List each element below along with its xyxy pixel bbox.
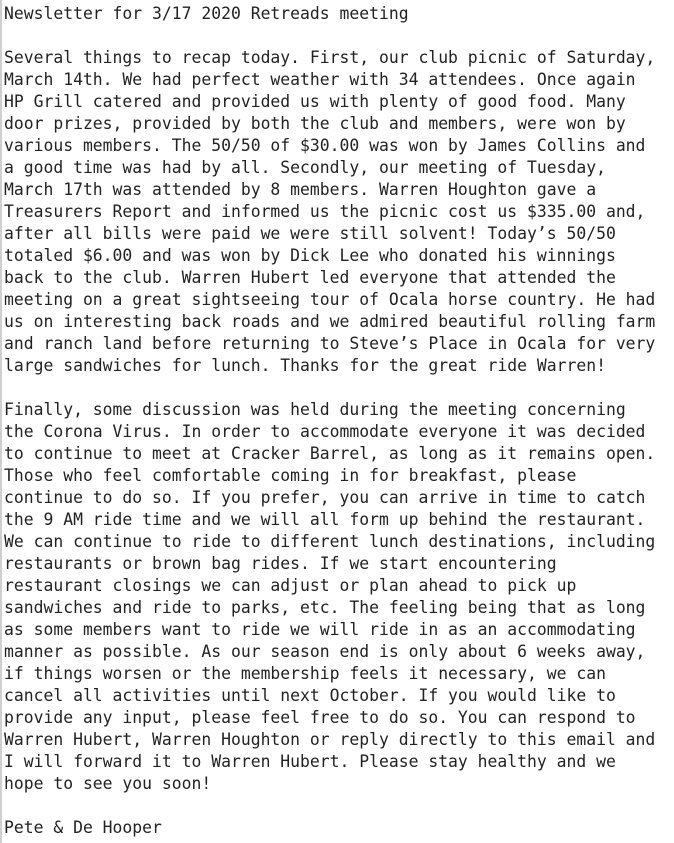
paragraph-line: Warren Hubert, Warren Houghton or reply directly to this email and bbox=[4, 730, 656, 749]
paragraph-line: provide any input, please feel free to do so. You can respond to bbox=[4, 708, 636, 727]
blank-line bbox=[4, 25, 674, 47]
signature: Pete & De Hooper bbox=[4, 818, 162, 837]
paragraph-line: restaurants or brown bag rides. If we start encountering bbox=[4, 554, 557, 573]
paragraph-line: sandwiches and ride to parks, etc. The feeling being that as long bbox=[4, 598, 646, 617]
paragraph-line: hope to see you soon! bbox=[4, 774, 212, 793]
paragraph-line: manner as possible. As our season end is only about 6 weeks away, bbox=[4, 642, 646, 661]
paragraph-line: back to the club. Warren Hubert led everyone that attended the bbox=[4, 268, 616, 287]
paragraph-line: meeting on a great sightseeing tour of Ocala horse country. He had bbox=[4, 290, 656, 309]
paragraph-line: us on interesting back roads and we admired beautiful rolling farm bbox=[4, 312, 656, 331]
blank-line bbox=[4, 795, 674, 817]
blank-line bbox=[4, 377, 674, 399]
paragraph-line: the 9 AM ride time and we will all form up behind the restaurant. bbox=[4, 510, 646, 529]
paragraph-line: restaurant closings we can adjust or plan ahead to pick up bbox=[4, 576, 577, 595]
paragraph-line: Finally, some discussion was held during the meeting concerning bbox=[4, 400, 626, 419]
paragraph-line: a good time was had by all. Secondly, our meeting of Tuesday, bbox=[4, 158, 606, 177]
paragraph-line: totaled $6.00 and was won by Dick Lee who donated his winnings bbox=[4, 246, 616, 265]
recap-paragraph bbox=[4, 47, 674, 377]
paragraph-line: cancel all activities until next October. If you would like to bbox=[4, 686, 616, 705]
paragraph-line: We can continue to ride to different lunch destinations, including bbox=[4, 532, 656, 551]
paragraph-line: continue to do so. If you prefer, you can arrive in time to catch bbox=[4, 488, 646, 507]
newsletter-document bbox=[4, 3, 674, 839]
paragraph-line: the Corona Virus. In order to accommodate everyone it was decided bbox=[4, 422, 646, 441]
paragraph-line: various members. The 50/50 of $30.00 was won by James Collins and bbox=[4, 136, 646, 155]
paragraph-line: if things worsen or the membership feels it necessary, we can bbox=[4, 664, 606, 683]
paragraph-line: to continue to meet at Cracker Barrel, as long as it remains open. bbox=[4, 444, 656, 463]
newsletter-title: Newsletter for 3/17 2020 Retreads meeting bbox=[4, 4, 409, 23]
paragraph-line: HP Grill catered and provided us with plenty of good food. Many bbox=[4, 92, 626, 111]
corona-virus-paragraph bbox=[4, 399, 674, 795]
paragraph-line: as some members want to ride we will ride in as an accommodating bbox=[4, 620, 636, 639]
paragraph-line: March 14th. We had perfect weather with 34 attendees. Once again bbox=[4, 70, 636, 89]
paragraph-line: and ranch land before returning to Steve’s Place in Ocala for very bbox=[4, 334, 656, 353]
paragraph-line: door prizes, provided by both the club and members, were won by bbox=[4, 114, 626, 133]
paragraph-line: I will forward it to Warren Hubert. Please stay healthy and we bbox=[4, 752, 616, 771]
paragraph-line: Several things to recap today. First, our club picnic of Saturday, bbox=[4, 48, 656, 67]
paragraph-line: Those who feel comfortable coming in for breakfast, please bbox=[4, 466, 577, 485]
paragraph-line: March 17th was attended by 8 members. Warren Houghton gave a bbox=[4, 180, 597, 199]
paragraph-line: large sandwiches for lunch. Thanks for the great ride Warren! bbox=[4, 356, 606, 375]
paragraph-line: after all bills were paid we were still solvent! Today’s 50/50 bbox=[4, 224, 616, 243]
paragraph-line: Treasurers Report and informed us the picnic cost us $335.00 and, bbox=[4, 202, 646, 221]
